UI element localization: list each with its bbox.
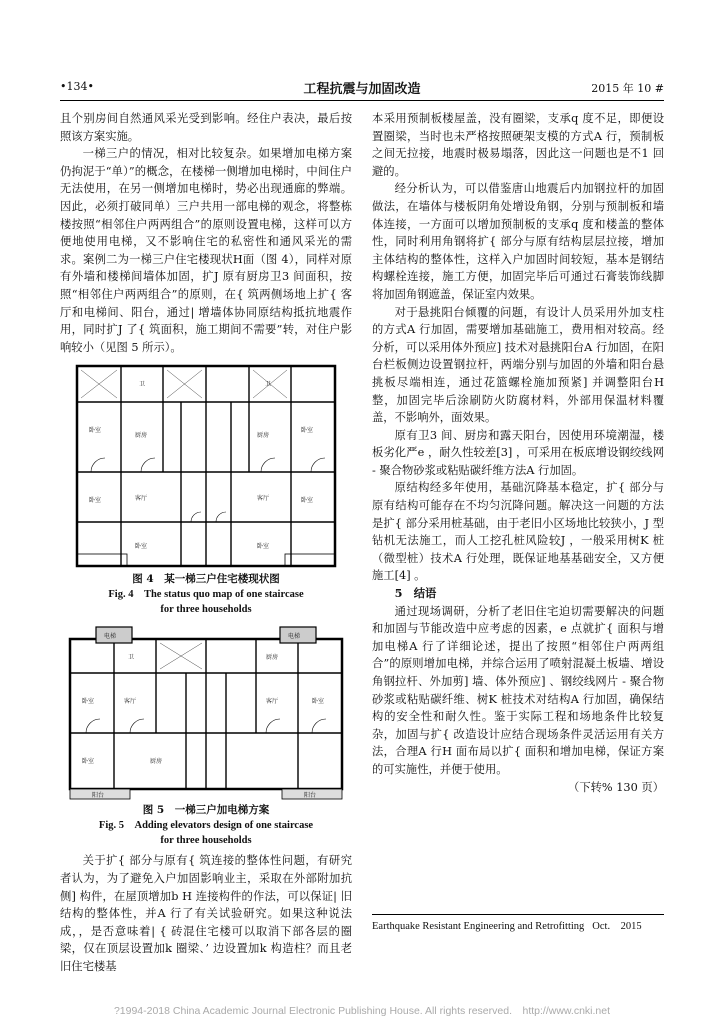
page-number: •134• xyxy=(60,80,94,93)
header-rule xyxy=(60,100,664,101)
figure-4 xyxy=(60,362,352,617)
paragraph: 一梯三户的情况，相对比较复杂。如果增加电梯方案仍拘泥于“单）”的概念，在楼梯一侧增加电梯时，中间住户无法使用，在另一侧增加电梯时，势必出现通廊的弊端。因此，必须打破同单）三户共用一部电梯的观念，将整栋楼按照“相邻住户两两组合”的原则设置电梯，这样可以方便地使用电梯，又不影响住宅的私密性和通风采光的需求。案例二为一梯三户住宅楼现状H面（图 4），同样对原有外墙和楼梯间墙体加固，扩J 原有厨房卫3 间面积，按照“相邻住户两两组合”的原则，在{ 筑两侧场地上扩{ 客厅和电梯间、阳台，通过| 增墙体协同原结构抵抗地震作用，同时扩J 了{ 筑面积，施工期间不需要”转，对住户影响较小（见图 5 所示）。 xyxy=(60,147,352,354)
caption-cn: 图 4 某一梯三户住宅楼现状图 xyxy=(132,573,280,586)
room-label: 电梯 xyxy=(288,633,301,641)
paragraph: 经分析认为，可以借鉴唐山地震后内加钢拉杆的加固做法，在墙体与楼板阴角处增设角钢，分别与预制板和墙体连接，一方面可以增加预制板的支承q 度和楼盖的整体性，同时利用角钢将扩{ 部分与原有结构层层拉接，增加主体结构的整体性，这样入户加固时间较短，基本是钢结构螺栓连接，施工方便，加固完毕后可通过石膏装饰线脚将加固角钢遮盖，保证室内效果。 xyxy=(372,182,664,301)
figure-5 xyxy=(60,623,352,848)
continuation-note: （下转% 130 页） xyxy=(568,780,664,794)
copyright-notice: ?1994-2018 China Academic Journal Electronic Publishing House. All rights reserved. http://www.cnki.net xyxy=(113,1005,611,1017)
room-label: 卧室 xyxy=(82,698,95,706)
room-label: 客厅 xyxy=(135,495,148,503)
room-label: 卧室 xyxy=(301,497,314,505)
right-column xyxy=(372,110,664,796)
caption-en: Fig. 4 The status quo map of one staircase xyxy=(108,589,304,601)
footer-date: Oct. 2015 xyxy=(592,921,642,932)
room-label: 卫 xyxy=(139,381,146,389)
room-label: 厨房 xyxy=(257,432,270,440)
room-label: 卧室 xyxy=(89,427,102,435)
room-label: 卧室 xyxy=(312,698,325,706)
paragraph: 且个别房间自然通风采光受到影响。经住户表决，最后按照该方案实施。 xyxy=(60,112,352,143)
journal-title: 工程抗震与加固改造 xyxy=(303,82,421,97)
room-label: 卧室 xyxy=(257,543,270,551)
paragraph: 原结构经多年使用，基础沉降基本稳定，扩{ 部分与原有结构可能存在不均匀沉降问题。解决这一问题的方法是扩{ 部分采用桩基础，由于老旧小区场地比较狭小，J 型钻机无法施工，而人工挖孔桩风险较J ，一般采用树K 桩（微型桩）技术A 行处理，既保证地基基础安全，又方便施工[4] 。 xyxy=(372,481,664,583)
room-label: 客厅 xyxy=(124,698,137,706)
room-label: 阳台 xyxy=(304,792,317,800)
floor-plan-status-quo xyxy=(71,362,341,572)
room-label: 厨房 xyxy=(150,758,163,766)
floor-plan-elevator-design xyxy=(66,623,346,803)
room-label: 客厅 xyxy=(257,495,270,503)
caption-cn: 图 5 一梯三户加电梯方案 xyxy=(142,804,270,817)
room-label: 卫 xyxy=(265,381,272,389)
room-label: 客厅 xyxy=(266,698,279,706)
paragraph: 原有卫3 间、厨房和露天阳台，因使用环境潮湿，楼板劣化严e ，耐久性较差[3] ，可采用在板底增设钢绞线网 - 聚合物砂浆或粘贴碳纤维方法A 行加固。 xyxy=(372,428,664,477)
room-label: 阳台 xyxy=(92,792,105,800)
room-label: 电梯 xyxy=(104,633,117,641)
paragraph: 关于扩{ 部分与原有{ 筑连接的整体性问题，有研究者认为，为了避免入户加固影响业主，采取在外部附加抗侧] 构件，在屋顶增加b H 连接构件的作法，可以保证| 旧结构的整体性，并A 行了有关试验研究。如果这种说法成，，是否意味着| { 砖混住宅楼可以取消下部各层的圈梁，仅在顶层设置加k 圈梁、’ 边设置加k 构造柱？而且老旧住宅楼基 xyxy=(60,854,352,973)
room-label: 厨房 xyxy=(266,654,279,662)
room-label: 卧室 xyxy=(135,543,148,551)
section-heading: 5 结语 xyxy=(394,586,437,601)
caption-en: for three households xyxy=(160,604,252,616)
journal-en: Earthquake Resistant Engineering and Retrofitting xyxy=(372,921,585,932)
room-label: 卧室 xyxy=(89,497,102,505)
room-label: 卧室 xyxy=(301,427,314,435)
room-label: 卧室 xyxy=(82,758,95,766)
room-label: 厨房 xyxy=(135,432,148,440)
page-footer xyxy=(372,918,664,933)
figure-4-caption xyxy=(60,572,352,617)
page-header xyxy=(60,78,664,98)
room-label: 卫 xyxy=(128,654,135,662)
footer-rule xyxy=(372,914,664,915)
issue-label: 2015 年 10 # xyxy=(591,82,664,95)
figure-5-caption xyxy=(60,803,352,848)
paragraph: 本采用预制板楼屋盖，没有圈梁，支承q 度不足，即便设置圈梁，当时也未严格按照硬架支模的方式A 行，预制板之间无拉接，地震时极易塌落，因此这一问题也是不1 回避的。 xyxy=(372,112,664,178)
paragraph: 对于悬挑阳台倾覆的问题，有设计人员采用外加支柱的方式A 行加固，需要增加基础施工，费用相对较高。经分析，可以采用体外预应] 技术对悬挑阳台A 行加固，在阳台栏板侧边设置钢拉杆，两端分别与加固的外墙和阳台悬挑板尽端相连，通过花篮螺栓施加预紧] 并调整阳台H 整，加固完毕后涂刷防火防腐材料，外部用保温材料覆盖，不影响外，面效果。 xyxy=(372,305,664,425)
caption-en: for three households xyxy=(160,835,252,847)
caption-en: Fig. 5 Adding elevators design of one staircase xyxy=(98,820,314,832)
left-column xyxy=(60,110,352,975)
paragraph: 通过现场调研，分析了老旧住宅迫切需要解决的问题和加固与节能改造中应考虑的因素，e 点就扩{ 面积与增加电梯A 行了详细论述，提出了按照“相邻住户两两组合”的原则增加电梯，并综合运用了喷射混凝土板墙、增设角钢拉杆、外加剪] 墙、体外预应] 、钢绞线网片 - 聚合物砂浆或粘贴碳纤维、树K 桩技术对结构A 行加固，确保结构的安全性和耐久性。鉴于实际工程和场地条件比较复杂，加固与扩{ 改造设计应结合现场条件灵活运用有关方法，合理A 行H 面布局以扩{ 面积和增加电梯，保证方案的可实施性，并便于使用。 xyxy=(372,604,664,776)
